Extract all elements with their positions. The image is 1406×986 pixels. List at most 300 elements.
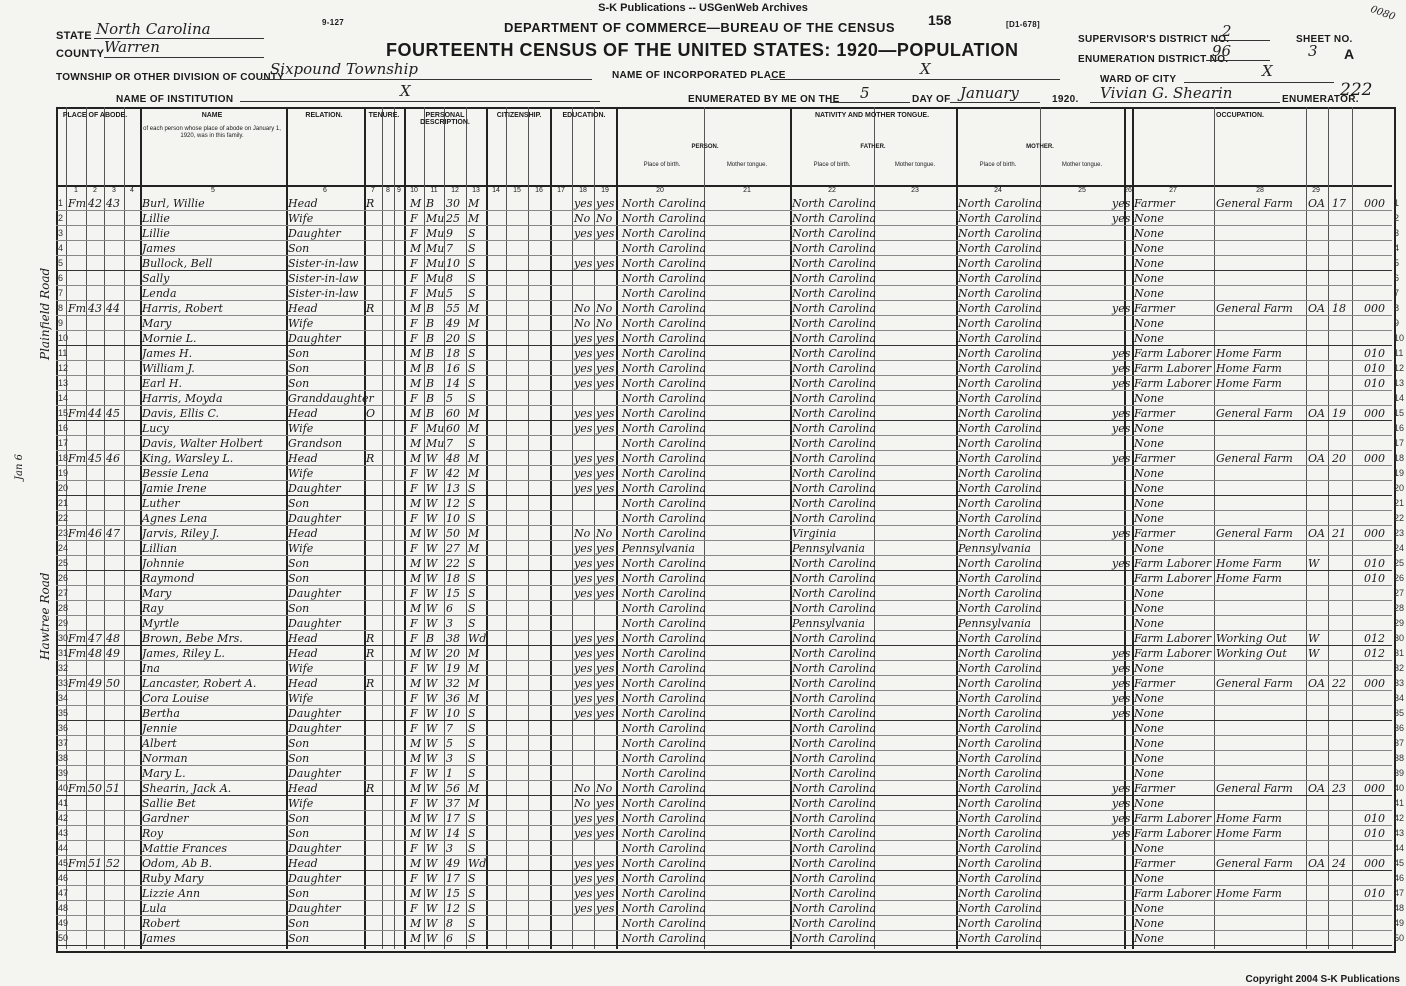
cell-mar: M xyxy=(468,662,480,675)
row-number: 30 xyxy=(1394,633,1405,643)
cell-age: 15 xyxy=(446,887,460,900)
cell-name: Mattie Frances xyxy=(142,842,228,855)
cell-mar: M xyxy=(468,542,480,555)
institution-value: X xyxy=(400,82,411,100)
corner-number: 0080 xyxy=(1368,3,1397,24)
cell-age: 8 xyxy=(446,917,453,930)
cell-name: Lillie xyxy=(142,227,170,240)
cell-mpob: North Carolina xyxy=(958,287,1043,300)
cell-mpob: Pennsylvania xyxy=(958,617,1031,630)
cell-fpob: North Carolina xyxy=(792,692,877,705)
cell-sex: F xyxy=(410,287,418,300)
cell-ind: General Farm xyxy=(1216,857,1293,870)
cell-fpob: North Carolina xyxy=(792,272,877,285)
cell-mar: M xyxy=(468,452,480,465)
cell-fpob: North Carolina xyxy=(792,917,877,930)
cell-read: yes xyxy=(574,857,593,870)
cell-eng: yes xyxy=(1112,407,1131,420)
cell-write: yes xyxy=(596,362,615,375)
cell-age: 10 xyxy=(446,257,460,270)
cell-fs: 19 xyxy=(1332,407,1346,420)
cell-name: Norman xyxy=(142,752,188,765)
cell-rel: Wife xyxy=(288,542,314,555)
row-number: 14 xyxy=(1394,393,1405,403)
cell-mpob: North Carolina xyxy=(958,722,1043,735)
row-number: 15 xyxy=(1394,408,1405,418)
cell-write: No xyxy=(596,302,613,315)
cell-age: 18 xyxy=(446,347,460,360)
cell-sex: M xyxy=(410,557,422,570)
row-number: 18 xyxy=(1394,453,1405,463)
cell-write: yes xyxy=(596,707,615,720)
cell-code: 000 xyxy=(1364,197,1385,210)
cell-name: Shearin, Jack A. xyxy=(142,782,232,795)
column-number: 27 xyxy=(1169,187,1177,194)
cell-fpob: North Carolina xyxy=(792,227,877,240)
cell-mar: M xyxy=(468,407,480,420)
row-number: 14 xyxy=(58,393,69,403)
cell-age: 3 xyxy=(446,617,453,630)
cell-trade: None xyxy=(1134,227,1164,240)
cell-race: W xyxy=(426,482,438,495)
cell-race: W xyxy=(426,452,438,465)
cell-street: Fm xyxy=(68,647,87,660)
cell-pob: North Carolina xyxy=(622,257,707,270)
supervisor-value: 2 xyxy=(1222,22,1232,40)
cell-race: W xyxy=(426,692,438,705)
cell-mar: M xyxy=(468,797,480,810)
grid-column-line xyxy=(1328,107,1329,949)
cell-mar: M xyxy=(468,782,480,795)
subhead-pob-father: Place of birth. xyxy=(813,162,851,168)
cell-read: yes xyxy=(574,362,593,375)
cell-race: W xyxy=(426,677,438,690)
cell-code: 000 xyxy=(1364,407,1385,420)
row-number: 24 xyxy=(58,543,69,553)
cell-code: 010 xyxy=(1364,887,1385,900)
row-number: 3 xyxy=(58,228,64,238)
row-number: 38 xyxy=(1394,753,1405,763)
cell-name: Mary xyxy=(142,587,172,600)
stamp-number: 158 xyxy=(928,12,952,28)
cell-sex: F xyxy=(410,692,418,705)
cell-rel: Daughter xyxy=(288,227,341,240)
cell-write: yes xyxy=(596,542,615,555)
cell-mpob: North Carolina xyxy=(958,362,1043,375)
row-number: 6 xyxy=(58,273,64,283)
cell-dw: 47 xyxy=(88,632,102,645)
cell-mpob: North Carolina xyxy=(958,557,1043,570)
column-number: 29 xyxy=(1312,187,1320,194)
cell-name: Mornie L. xyxy=(142,332,197,345)
cell-street: Fm xyxy=(68,197,87,210)
cell-race: B xyxy=(426,332,435,345)
cell-write: yes xyxy=(596,347,615,360)
sheet-value: 3 xyxy=(1308,42,1318,60)
cell-mar: S xyxy=(468,257,476,270)
cell-sex: F xyxy=(410,842,418,855)
cell-mpob: North Carolina xyxy=(958,737,1043,750)
cell-name: James xyxy=(142,932,176,945)
cell-pob: North Carolina xyxy=(622,932,707,945)
row-number: 6 xyxy=(1394,273,1400,283)
cell-code: 012 xyxy=(1364,647,1385,660)
cell-name: Cora Louise xyxy=(142,692,210,705)
cell-fam: 52 xyxy=(106,857,120,870)
row-number: 28 xyxy=(58,603,69,613)
cell-dw: 45 xyxy=(88,452,102,465)
column-number: 8 xyxy=(386,187,390,194)
column-number: 7 xyxy=(371,187,375,194)
cell-cls: OA xyxy=(1308,782,1325,795)
cell-mar: S xyxy=(468,512,476,525)
cell-trade: Farmer xyxy=(1134,197,1175,210)
cell-name: Lizzie Ann xyxy=(142,887,201,900)
cell-trade: Farmer xyxy=(1134,452,1175,465)
cell-cls: OA xyxy=(1308,527,1325,540)
cell-street: Fm xyxy=(68,452,87,465)
cell-mar: S xyxy=(468,737,476,750)
year-value: 1920. xyxy=(1052,94,1079,105)
cell-sex: M xyxy=(410,527,422,540)
cell-rel: Wife xyxy=(288,422,314,435)
cell-pob: North Carolina xyxy=(622,332,707,345)
cell-rel: Daughter xyxy=(288,617,341,630)
cell-read: yes xyxy=(574,647,593,660)
cell-trade: None xyxy=(1134,752,1164,765)
cell-dw: 46 xyxy=(88,527,102,540)
cell-pob: North Carolina xyxy=(622,317,707,330)
cell-pob: North Carolina xyxy=(622,602,707,615)
subhead-person: PERSON. xyxy=(691,144,719,150)
cell-name: Myrtle xyxy=(142,617,180,630)
cell-fs: 17 xyxy=(1332,197,1346,210)
cell-age: 38 xyxy=(446,632,460,645)
cell-fpob: North Carolina xyxy=(792,797,877,810)
cell-trade: None xyxy=(1134,542,1164,555)
cell-age: 10 xyxy=(446,707,460,720)
cell-rel: Head xyxy=(288,632,318,645)
cell-fpob: North Carolina xyxy=(792,212,877,225)
cell-rel: Son xyxy=(288,557,310,570)
cell-pob: North Carolina xyxy=(622,662,707,675)
cell-pob: North Carolina xyxy=(622,797,707,810)
cell-rel: Daughter xyxy=(288,587,341,600)
cell-ind: General Farm xyxy=(1216,527,1293,540)
cell-write: yes xyxy=(596,587,615,600)
group-personal-description: PERSONAL DESCRIPTION. xyxy=(420,112,470,126)
cell-ten: R xyxy=(366,677,375,690)
row-number: 25 xyxy=(58,558,69,568)
cell-trade: Farm Laborer xyxy=(1134,362,1212,375)
cell-mar: S xyxy=(468,752,476,765)
cell-age: 56 xyxy=(446,782,460,795)
cell-sex: F xyxy=(410,632,418,645)
cell-read: yes xyxy=(574,707,593,720)
cell-pob: North Carolina xyxy=(622,842,707,855)
cell-sex: F xyxy=(410,332,418,345)
cell-race: W xyxy=(426,752,438,765)
supervisor-label: SUPERVISOR'S DISTRICT NO. xyxy=(1078,34,1230,45)
cell-name: Bullock, Bell xyxy=(142,257,213,270)
cell-eng: yes xyxy=(1112,782,1131,795)
column-number: 21 xyxy=(743,187,751,194)
group-education: EDUCATION. xyxy=(562,112,606,119)
cell-eng: yes xyxy=(1112,377,1131,390)
grid-column-line xyxy=(616,107,618,949)
cell-sex: M xyxy=(410,887,422,900)
cell-trade: None xyxy=(1134,497,1164,510)
cell-mpob: North Carolina xyxy=(958,662,1043,675)
cell-fpob: North Carolina xyxy=(792,242,877,255)
grid-column-line xyxy=(104,107,105,949)
cell-rel: Son xyxy=(288,572,310,585)
cell-age: 6 xyxy=(446,932,453,945)
form-number: 9-127 xyxy=(322,18,344,27)
grid-column-line xyxy=(1352,107,1353,949)
cell-read: yes xyxy=(574,467,593,480)
cell-race: Mu xyxy=(426,437,445,450)
column-number: 18 xyxy=(579,187,587,194)
row-number: 3 xyxy=(1394,228,1400,238)
cell-mar: S xyxy=(468,332,476,345)
cell-age: 14 xyxy=(446,377,460,390)
cell-race: W xyxy=(426,557,438,570)
supervisor-line xyxy=(1214,40,1270,41)
row-number: 48 xyxy=(1394,903,1405,913)
cell-mpob: North Carolina xyxy=(958,677,1043,690)
cell-trade: None xyxy=(1134,872,1164,885)
cell-code: 000 xyxy=(1364,527,1385,540)
column-number: 17 xyxy=(557,187,565,194)
cell-cls: OA xyxy=(1308,452,1325,465)
row-number: 34 xyxy=(58,693,69,703)
cell-pob: North Carolina xyxy=(622,587,707,600)
cell-read: No xyxy=(574,797,591,810)
cell-race: W xyxy=(426,527,438,540)
grid-column-line xyxy=(572,107,573,949)
cell-mar: S xyxy=(468,617,476,630)
cell-mar: M xyxy=(468,212,480,225)
cell-fpob: North Carolina xyxy=(792,677,877,690)
cell-write: yes xyxy=(596,452,615,465)
cell-fpob: North Carolina xyxy=(792,767,877,780)
cell-write: yes xyxy=(596,812,615,825)
cell-mpob: North Carolina xyxy=(958,932,1043,945)
cell-write: yes xyxy=(596,257,615,270)
row-number: 33 xyxy=(58,678,69,688)
cell-age: 42 xyxy=(446,467,460,480)
cell-name: Ina xyxy=(142,662,160,675)
cell-age: 60 xyxy=(446,422,460,435)
cell-age: 30 xyxy=(446,197,460,210)
row-number: 34 xyxy=(1394,693,1405,703)
row-number: 31 xyxy=(58,648,69,658)
cell-write: yes xyxy=(596,572,615,585)
row-number: 29 xyxy=(58,618,69,628)
cell-name: Harris, Moyda xyxy=(142,392,223,405)
cell-sex: M xyxy=(410,452,422,465)
cell-pob: North Carolina xyxy=(622,512,707,525)
row-number: 23 xyxy=(58,528,69,538)
cell-race: W xyxy=(426,737,438,750)
incorporated-line xyxy=(770,79,1060,80)
cell-read: yes xyxy=(574,227,593,240)
cell-ten: R xyxy=(366,647,375,660)
cell-rel: Son xyxy=(288,347,310,360)
cell-mpob: North Carolina xyxy=(958,377,1043,390)
cell-race: Mu xyxy=(426,227,445,240)
cell-age: 3 xyxy=(446,842,453,855)
cell-code: 010 xyxy=(1364,572,1385,585)
subhead-tongue-father: Mother tongue. xyxy=(894,162,936,168)
cell-eng: yes xyxy=(1112,557,1131,570)
cell-age: 6 xyxy=(446,602,453,615)
cell-read: yes xyxy=(574,482,593,495)
cell-fpob: North Carolina xyxy=(792,602,877,615)
cell-race: Mu xyxy=(426,272,445,285)
row-number: 28 xyxy=(1394,603,1405,613)
month-line xyxy=(950,102,1040,103)
row-number: 33 xyxy=(1394,678,1405,688)
cell-age: 19 xyxy=(446,662,460,675)
cell-rel: Daughter xyxy=(288,482,341,495)
cell-write: yes xyxy=(596,227,615,240)
group-occupation: OCCUPATION. xyxy=(1216,112,1264,119)
cell-trade: None xyxy=(1134,587,1164,600)
column-number: 22 xyxy=(828,187,836,194)
cell-mar: S xyxy=(468,722,476,735)
township-label: TOWNSHIP OR OTHER DIVISION OF COUNTY xyxy=(56,72,285,83)
cell-read: yes xyxy=(574,542,593,555)
cell-name: Burl, Willie xyxy=(142,197,205,210)
cell-mar: M xyxy=(468,422,480,435)
cell-trade: Farmer xyxy=(1134,527,1175,540)
cell-sex: F xyxy=(410,227,418,240)
cell-ind: General Farm xyxy=(1216,782,1293,795)
grid-column-line xyxy=(424,107,425,949)
column-number: 28 xyxy=(1256,187,1264,194)
cell-fpob: North Carolina xyxy=(792,482,877,495)
cell-sex: F xyxy=(410,392,418,405)
row-number: 24 xyxy=(1394,543,1405,553)
cell-rel: Son xyxy=(288,362,310,375)
cell-ind: Home Farm xyxy=(1216,377,1282,390)
row-number: 44 xyxy=(58,843,69,853)
grid-column-line xyxy=(364,107,366,949)
cell-sex: M xyxy=(410,647,422,660)
cell-name: Bertha xyxy=(142,707,180,720)
row-number: 36 xyxy=(1394,723,1405,733)
cell-rel: Son xyxy=(288,932,310,945)
cell-ten: R xyxy=(366,197,375,210)
cell-age: 18 xyxy=(446,572,460,585)
column-number: 16 xyxy=(535,187,543,194)
row-number: 49 xyxy=(1394,918,1405,928)
column-number: 12 xyxy=(451,187,459,194)
enumerator-value: Vivian G. Shearin xyxy=(1100,84,1233,102)
cell-rel: Head xyxy=(288,197,318,210)
row-number: 37 xyxy=(58,738,69,748)
cell-mpob: North Carolina xyxy=(958,257,1043,270)
cell-race: B xyxy=(426,347,435,360)
grid-column-line xyxy=(382,107,383,949)
cell-read: yes xyxy=(574,692,593,705)
cell-street: Fm xyxy=(68,632,87,645)
row-number: 41 xyxy=(58,798,69,808)
cell-code: 000 xyxy=(1364,302,1385,315)
subhead-pob-person: Place of birth. xyxy=(643,162,681,168)
cell-fpob: North Carolina xyxy=(792,632,877,645)
cell-age: 36 xyxy=(446,692,460,705)
cell-write: yes xyxy=(596,662,615,675)
cell-rel: Head xyxy=(288,407,318,420)
cell-trade: Farmer xyxy=(1134,857,1175,870)
enumeration-value: 96 xyxy=(1212,42,1232,60)
cell-age: 5 xyxy=(446,287,453,300)
cell-eng: yes xyxy=(1112,677,1131,690)
column-number: 3 xyxy=(112,187,116,194)
cell-cls: OA xyxy=(1308,857,1325,870)
cell-eng: yes xyxy=(1112,212,1131,225)
grid-column-line xyxy=(528,107,529,949)
cell-age: 9 xyxy=(446,227,453,240)
cell-mar: S xyxy=(468,347,476,360)
cell-sex: F xyxy=(410,317,418,330)
cell-fam: 51 xyxy=(106,782,120,795)
grid-column-line xyxy=(394,107,395,949)
cell-name: Lula xyxy=(142,902,167,915)
cell-mpob: North Carolina xyxy=(958,632,1043,645)
cell-trade: Farm Laborer xyxy=(1134,827,1212,840)
row-number: 49 xyxy=(58,918,69,928)
cell-cls: OA xyxy=(1308,407,1325,420)
cell-read: yes xyxy=(574,407,593,420)
cell-eng: yes xyxy=(1112,197,1131,210)
cell-mar: S xyxy=(468,812,476,825)
cell-read: yes xyxy=(574,377,593,390)
column-number: 19 xyxy=(601,187,609,194)
cell-write: No xyxy=(596,212,613,225)
county-label: COUNTY xyxy=(56,48,105,60)
cell-name: Jamie Irene xyxy=(142,482,207,495)
cell-trade: None xyxy=(1134,437,1164,450)
cell-pob: North Carolina xyxy=(622,557,707,570)
cell-code: 010 xyxy=(1364,347,1385,360)
cell-fs: 21 xyxy=(1332,527,1346,540)
cell-race: W xyxy=(426,707,438,720)
grid-column-line xyxy=(550,107,552,949)
cell-fpob: North Carolina xyxy=(792,197,877,210)
cell-fs: 20 xyxy=(1332,452,1346,465)
cell-name: William J. xyxy=(142,362,195,375)
cell-mpob: North Carolina xyxy=(958,647,1043,660)
cell-trade: None xyxy=(1134,917,1164,930)
row-number: 9 xyxy=(1394,318,1400,328)
cell-sex: M xyxy=(410,827,422,840)
column-number: 4 xyxy=(130,187,134,194)
cell-trade: Farm Laborer xyxy=(1134,887,1212,900)
cell-fs: 22 xyxy=(1332,677,1346,690)
cell-write: yes xyxy=(596,872,615,885)
cell-rel: Son xyxy=(288,497,310,510)
cell-age: 8 xyxy=(446,272,453,285)
cell-age: 7 xyxy=(446,437,453,450)
cell-name: Robert xyxy=(142,917,181,930)
row-number: 20 xyxy=(1394,483,1405,493)
cell-rel: Head xyxy=(288,782,318,795)
cell-age: 27 xyxy=(446,542,460,555)
